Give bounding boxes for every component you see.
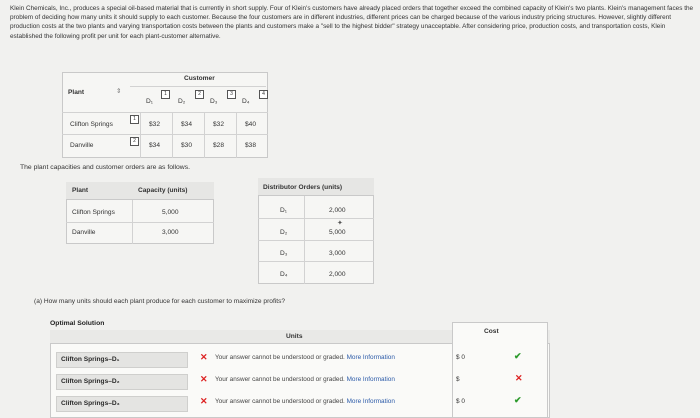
- profit-cell: $30: [181, 142, 193, 149]
- capacity-row-value: 5,000: [162, 209, 179, 216]
- customer-d2-badge: 2: [195, 90, 204, 99]
- error-message: Your answer cannot be understood or graded. More Information: [215, 398, 395, 405]
- capacity-row-value: 3,000: [162, 229, 179, 236]
- error-x-icon: ✕: [200, 352, 208, 362]
- plant-row-1-badge: 1: [130, 115, 139, 124]
- optimal-solution-label: Optimal Solution: [50, 320, 105, 327]
- error-message: Your answer cannot be understood or graded. More Information: [215, 376, 395, 383]
- orders-row-value: 2,000: [329, 271, 346, 278]
- profit-cell: $28: [213, 142, 225, 149]
- orders-row-dist: D₃: [280, 250, 288, 257]
- capacity-intro: The plant capacities and customer orders are as follows.: [20, 164, 191, 171]
- profit-cell: $38: [245, 142, 257, 149]
- correct-check-icon: ✔: [514, 351, 522, 361]
- error-x-icon: ✕: [200, 396, 208, 406]
- solution-row-label: Clifton Springs–D₁: [56, 352, 188, 368]
- profit-cell: $40: [245, 121, 257, 128]
- customer-d3-badge: 3: [227, 90, 236, 99]
- customer-d2-label: D₂: [178, 98, 186, 105]
- customer-d1-label: D₁: [146, 98, 153, 105]
- customer-header: Customer: [184, 75, 215, 82]
- more-information-link[interactable]: More Information: [346, 354, 395, 361]
- solution-row-label: Clifton Springs–D₃: [56, 396, 188, 412]
- capacity-row-plant: Danville: [72, 229, 96, 236]
- cursor-icon: ✦: [337, 220, 343, 227]
- units-header: Units: [286, 333, 303, 340]
- orders-row-value: 2,000: [329, 207, 346, 214]
- more-information-link[interactable]: More Information: [346, 398, 395, 405]
- cost-value[interactable]: $: [456, 376, 460, 383]
- plant-row-danville: Danville: [70, 142, 94, 149]
- profit-cell: $34: [149, 142, 161, 149]
- cost-value[interactable]: $ 0: [456, 354, 465, 361]
- customer-d4-badge: 4: [259, 90, 268, 99]
- cost-column: [452, 322, 548, 418]
- plant-row-clifton-springs: Clifton Springs: [70, 121, 113, 128]
- more-information-link[interactable]: More Information: [346, 376, 395, 383]
- question-a: (a) How many units should each plant produce for each customer to maximize profits?: [34, 298, 286, 305]
- correct-check-icon: ✔: [514, 395, 522, 405]
- orders-header: Distributor Orders (units): [263, 184, 343, 191]
- profit-cell: $32: [149, 121, 161, 128]
- orders-row-dist: D₂: [280, 229, 288, 236]
- capacity-units-header: Capacity (units): [138, 187, 188, 194]
- customer-d1-badge: 1: [161, 90, 170, 99]
- incorrect-x-icon: ✕: [515, 373, 523, 383]
- capacity-plant-header: Plant: [72, 187, 89, 194]
- error-message: Your answer cannot be understood or graded. More Information: [215, 354, 395, 361]
- orders-row-value: 3,000: [329, 250, 346, 257]
- customer-d4-label: D₄: [242, 98, 250, 105]
- orders-row-dist: D₄: [280, 271, 288, 278]
- orders-row-value: 5,000: [329, 229, 346, 236]
- problem-statement: Klein Chemicals, Inc., produces a special oil-based material that is currently in short supply. Four of Klein's customers have already placed orders that together exceed the combined capacity of Klein's two plants. Klein's management faces the problem of deciding how many units it should supply to each customer. Because the four customers are in different industries, different prices can be charged because of the various industry pricing structures. However, slightly different production costs at the two plants and varying transportation costs between the plants and customers make a "sell to the highest bidder" strategy unacceptable. After considering price, production costs, and transportation costs, Klein established the following profit per unit for each plant-customer alternative.: [10, 5, 694, 40]
- orders-row-dist: D₁: [280, 207, 287, 214]
- plant-header: Plant: [68, 89, 85, 96]
- sort-arrow-icon: ⇕: [116, 88, 122, 95]
- profit-cell: $34: [181, 121, 193, 128]
- capacity-row-plant: Clifton Springs: [72, 209, 115, 216]
- cost-value[interactable]: $ 0: [456, 398, 465, 405]
- profit-cell: $32: [213, 121, 225, 128]
- error-x-icon: ✕: [200, 374, 208, 384]
- cost-header: Cost: [484, 328, 499, 335]
- solution-row-label: Clifton Springs–D₂: [56, 374, 188, 390]
- plant-row-2-badge: 2: [130, 137, 139, 146]
- customer-d3-label: D₃: [210, 98, 218, 105]
